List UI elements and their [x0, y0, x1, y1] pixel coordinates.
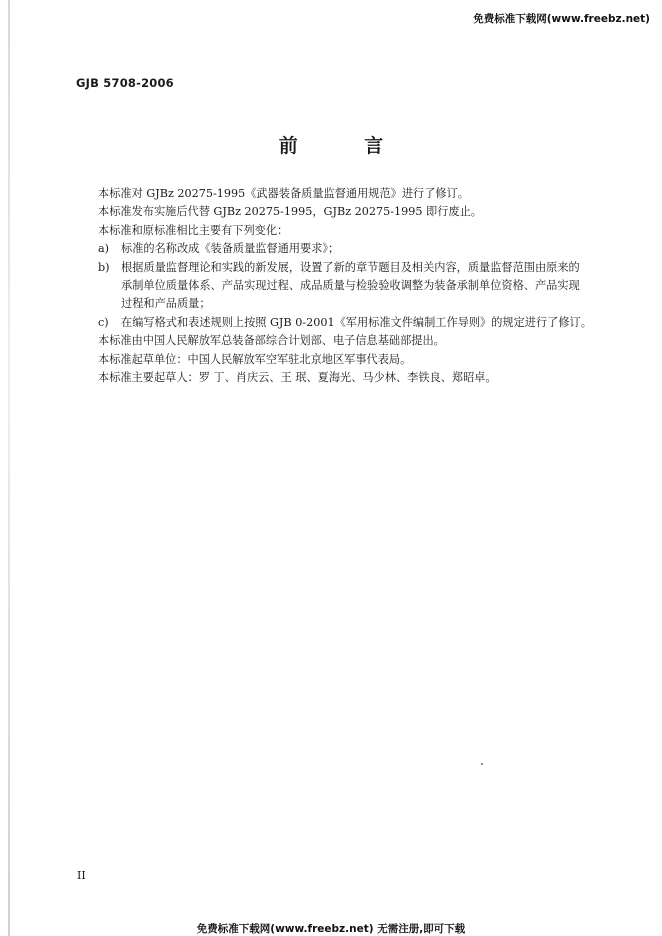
paragraph-drafters: 本标准主要起草人：罗 丁、肖庆云、王 珉、夏海光、马少林、李铁良、郑昭卓。	[98, 370, 497, 384]
scan-speck	[481, 763, 483, 765]
change-text-c: 在编写格式和表述规则上按照 GJB 0-2001《军用标准文件编制工作导则》的规定进行了修订。	[121, 315, 592, 329]
change-text-a: 标准的名称改成《装备质量监督通用要求》；	[121, 242, 340, 256]
paragraph-1: 本标准对 GJBz 20275-1995《武器装备质量监督通用规范》进行了修订。	[98, 187, 469, 200]
change-marker-b: b)	[98, 260, 110, 274]
change-text-b-line1: 根据质量监督理论和实践的新发展，设置了新的章节题目及相关内容，质量监督范围由原来的	[121, 260, 580, 274]
change-item-b	[98, 259, 613, 277]
body-text	[98, 185, 613, 387]
change-marker-c: c)	[98, 315, 109, 329]
paragraph-proposer: 本标准由中国人民解放军总装备部综合计划部、电子信息基础部提出。	[98, 334, 445, 348]
page-number: II	[77, 869, 86, 882]
watermark-top: 免费标准下载网(www.freebz.net)	[473, 13, 650, 25]
change-text-b-line2: 承制单位质量体系、产品实现过程、成品质量与检验验收调整为装备承制单位资格、产品实现	[121, 278, 580, 292]
paragraph-2: 本标准发布实施后代替 GJBz 20275-1995，GJBz 20275-1995 即行废止。	[98, 205, 482, 219]
change-marker-a: a)	[98, 242, 110, 256]
standard-code: GJB 5708-2006	[76, 76, 174, 90]
change-item-a	[98, 240, 613, 258]
watermark-bottom: 免费标准下载网(www.freebz.net) 无需注册,即可下载	[196, 923, 466, 935]
section-title: 前 言	[278, 135, 414, 157]
change-text-b-line3: 过程和产品质量；	[121, 297, 211, 311]
paragraph-3: 本标准和原标准相比主要有下列变化：	[98, 223, 289, 237]
change-item-c	[98, 314, 613, 332]
paragraph-drafting-unit: 本标准起草单位：中国人民解放军空军驻北京地区军事代表局。	[98, 352, 412, 366]
